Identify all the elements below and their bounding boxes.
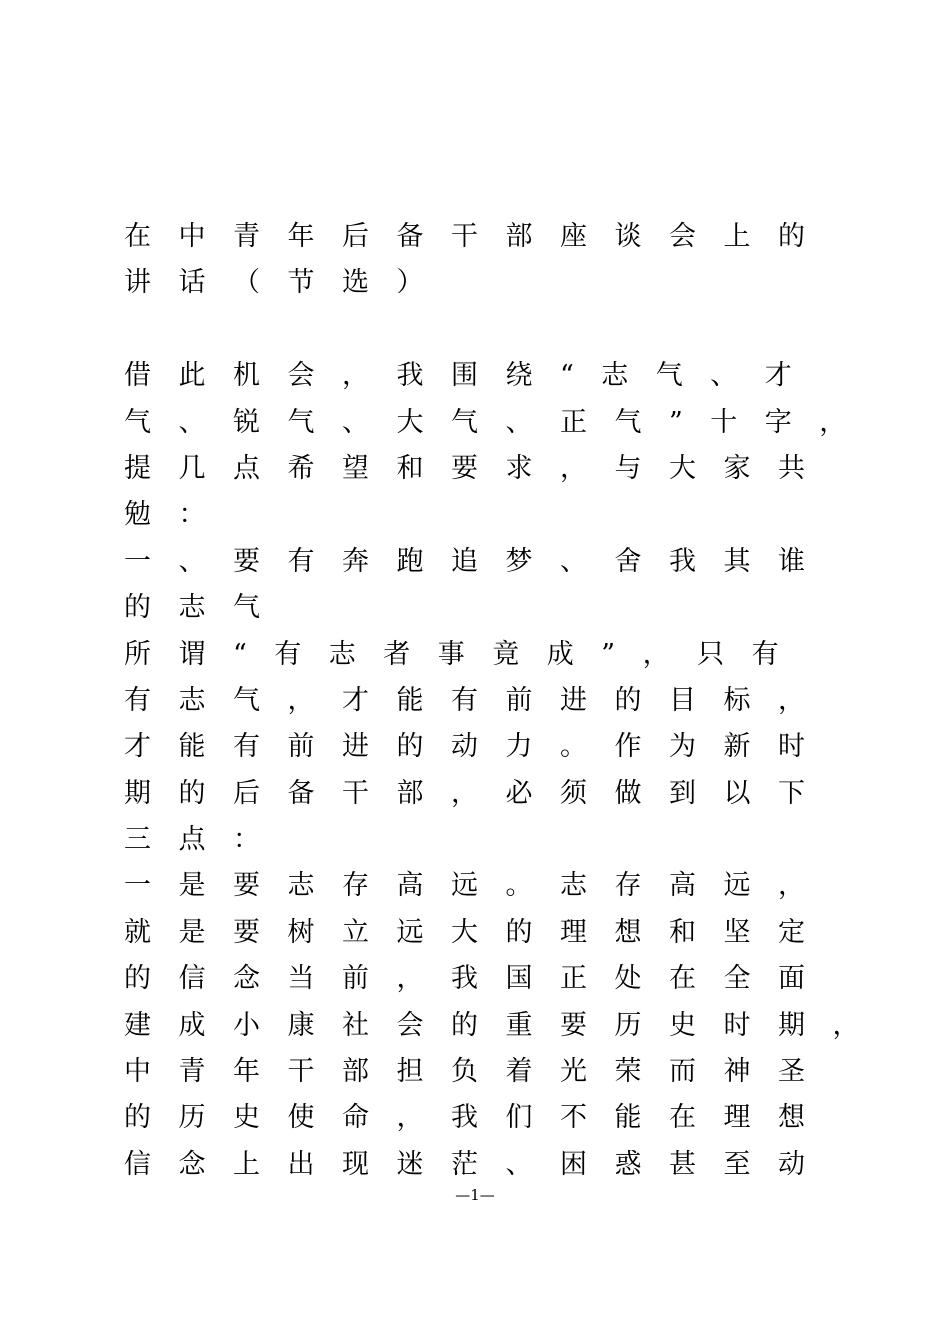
body-line: 中青年干部担负着光荣而神圣 — [124, 1056, 833, 1088]
body-line: 期的后备干部，必须做到以下 — [124, 777, 833, 809]
body-line: 才能有前进的动力。作为新时 — [124, 731, 833, 763]
body-line: 信念上出现迷茫、困惑甚至动 — [124, 1148, 833, 1180]
body-line: 的历史使命，我们不能在理想 — [124, 1102, 833, 1134]
body-line: 建成小康社会的重要历史时期， — [124, 1009, 887, 1041]
title-line-2: 讲话（节选） — [124, 267, 451, 299]
title-line-1: 在中青年后备干部座谈会上的 — [124, 221, 833, 252]
body-line: 一是要志存高远。志存高远， — [124, 870, 833, 902]
body-line: 就是要树立远大的理想和坚定 — [124, 916, 833, 948]
body-line: 借此机会，我围绕“志气、才 — [124, 360, 820, 392]
body-line: 提几点希望和要求，与大家共 — [124, 452, 833, 484]
body-line: 所谓“有志者事竟成”，只有 — [124, 638, 807, 670]
body-line: 气、锐气、大气、正气”十字， — [124, 406, 874, 438]
blank-line — [124, 307, 864, 353]
section-heading-line: 一、要有奔跑追梦、舍我其谁 — [124, 545, 833, 577]
body-line: 的信念当前，我国正处在全面 — [124, 963, 833, 995]
section-heading-line: 的志气 — [124, 592, 288, 624]
body-line: 勉： — [124, 499, 233, 531]
body-line: 有志气，才能有前进的目标， — [124, 684, 833, 716]
document-text — [124, 214, 887, 1188]
body-line: 三点： — [124, 824, 288, 856]
page-number: —1— — [455, 1186, 495, 1204]
